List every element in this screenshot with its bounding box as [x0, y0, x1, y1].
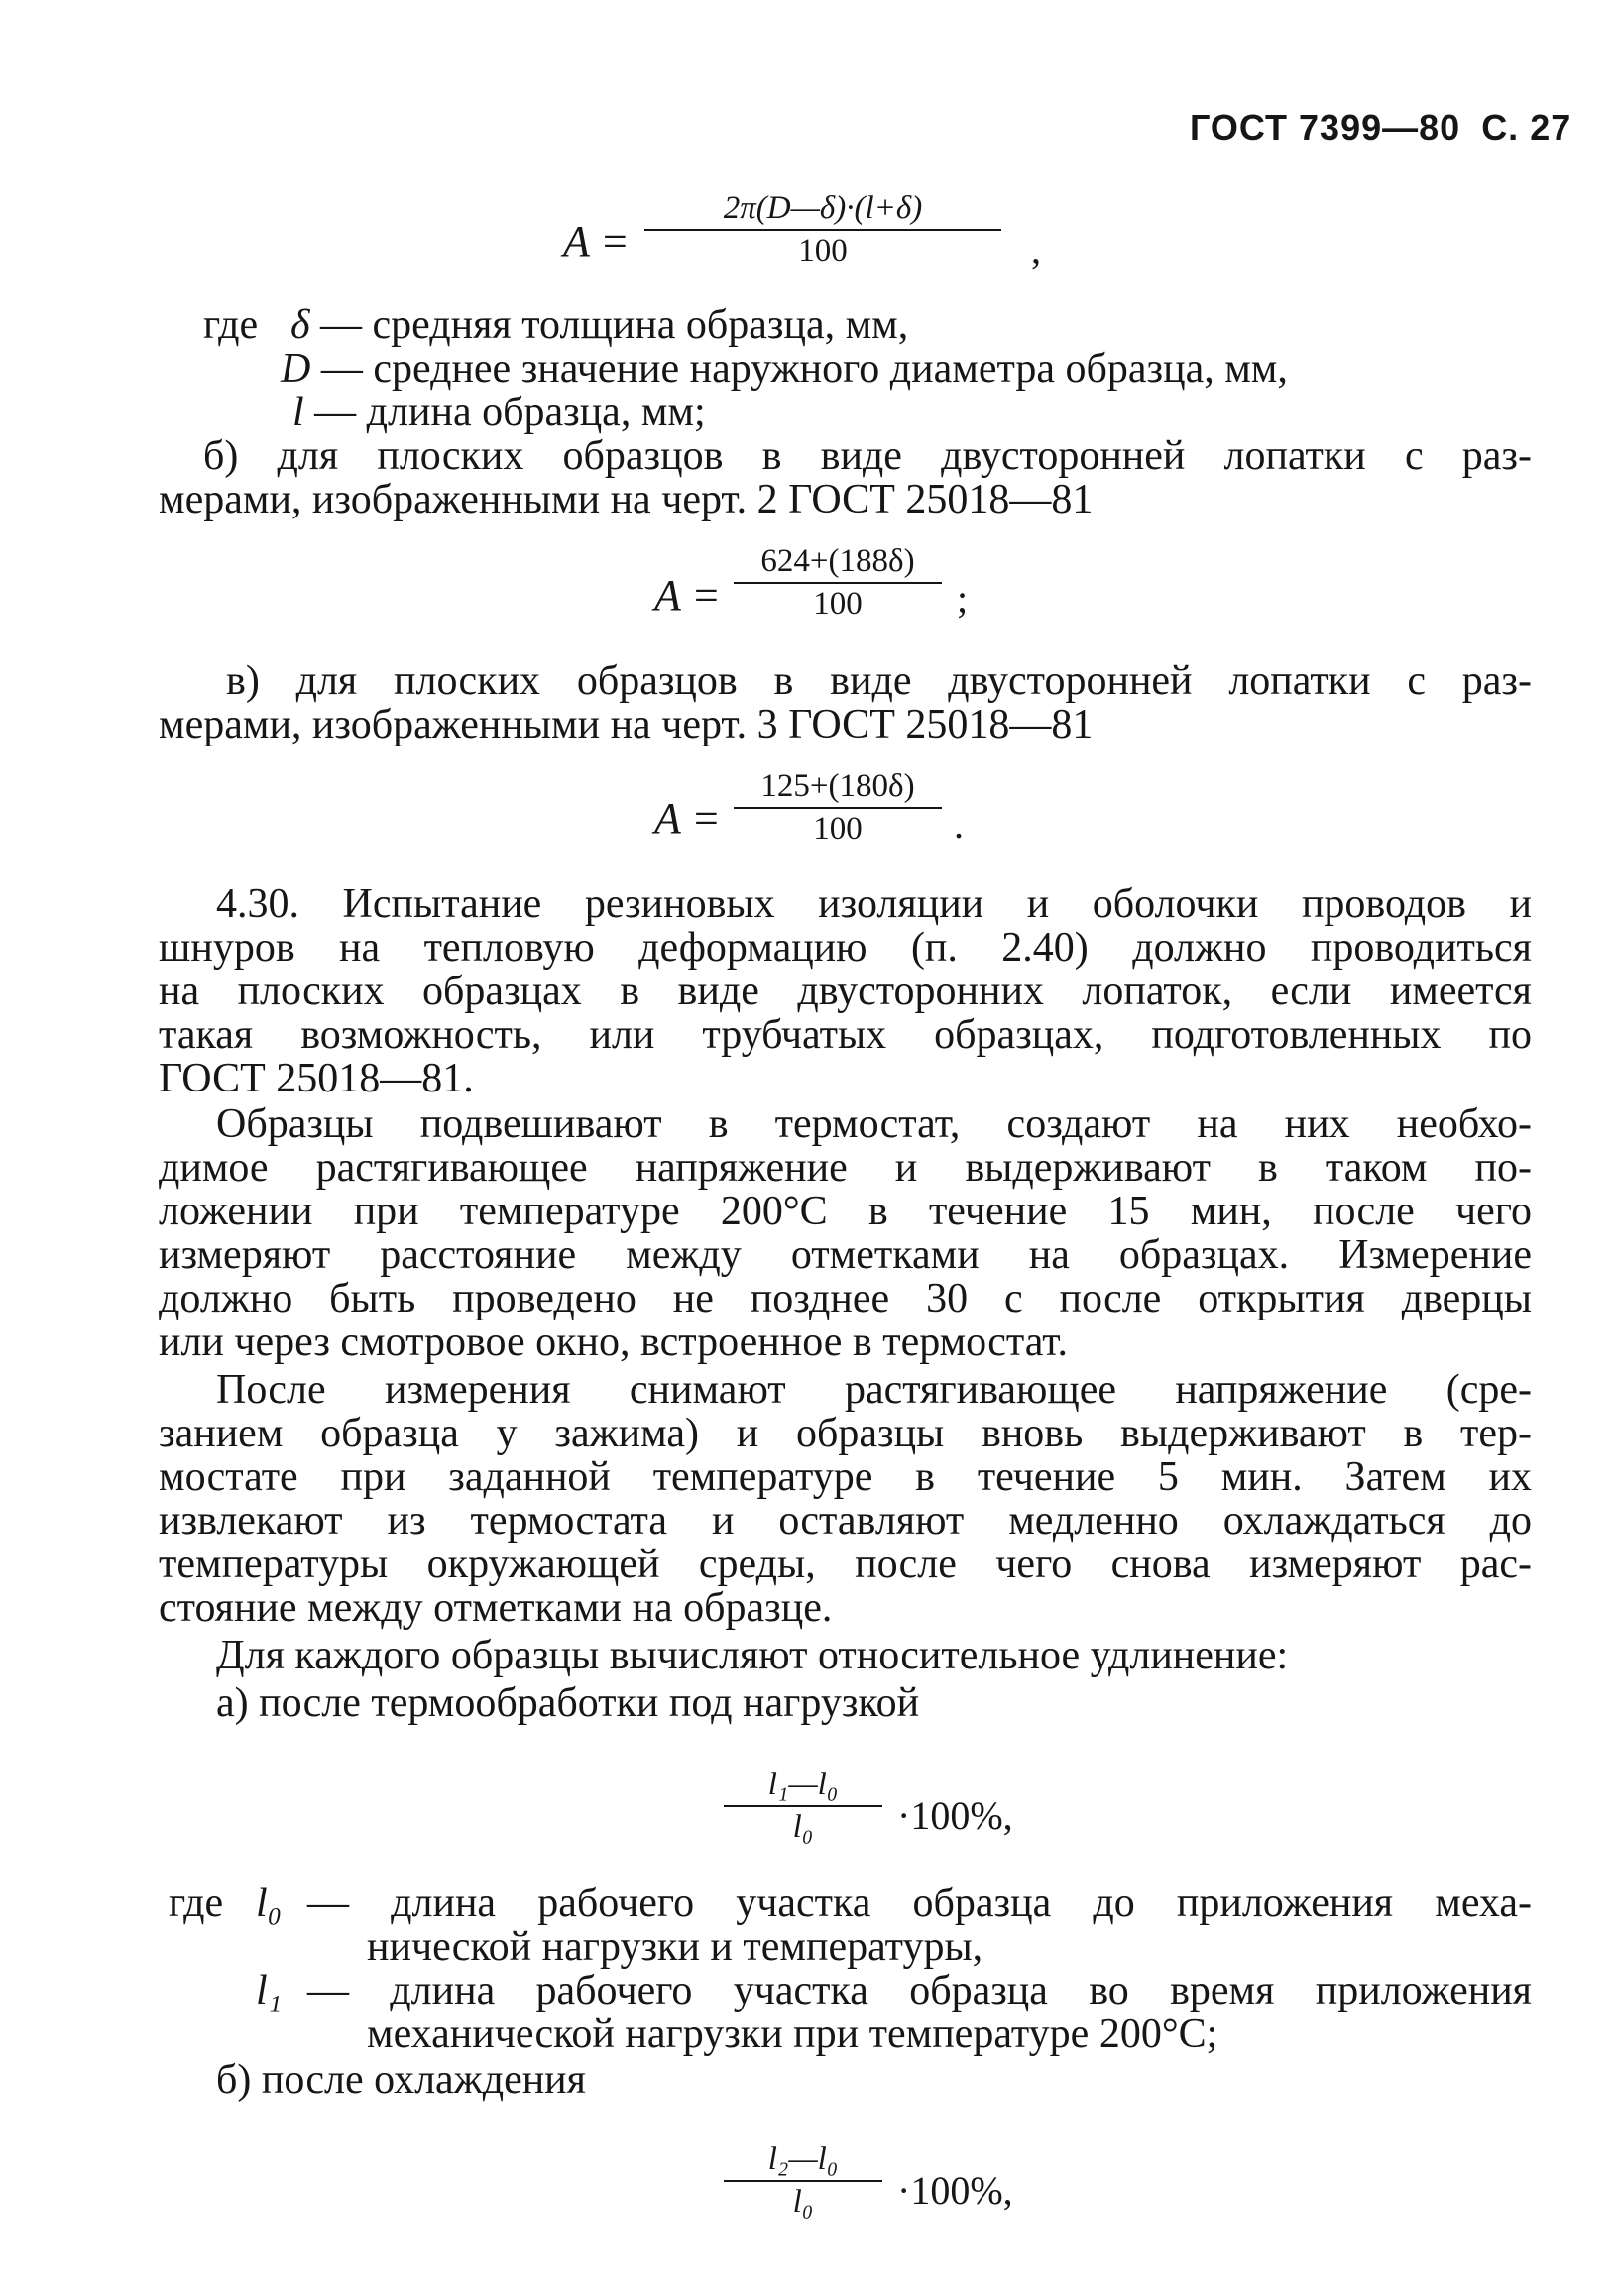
formula-1-lhs: A = [563, 217, 630, 266]
where-1-item-D [281, 347, 1288, 391]
para-430-line-4: такая возможность, или трубчатых образцах, подготовленных по [159, 1012, 1532, 1058]
where-2-item-1-line-2: нической нагрузки и температуры, [367, 1924, 983, 1970]
formula-2-lhs: A = [654, 571, 721, 620]
formula-1-tail: , [1031, 227, 1041, 272]
fraction-bar [724, 1805, 882, 1807]
formula-3-tail: . [954, 802, 964, 847]
formula-4-denominator: l₀ [792, 1809, 814, 1845]
page-number: С. 27 [1481, 107, 1572, 148]
para-samples-line-5: должно быть проведено не позднее 30 с после открытия дверцы [159, 1276, 1532, 1321]
formula-5-tail: ·100%, [897, 2168, 1013, 2213]
para-after-line-3: мостате при заданной температуре в течение 5 мин. Затем их [159, 1454, 1532, 1500]
item-c-line-1: в) для плоских образцов в виде двусторонней лопатки с раз- [226, 658, 1532, 704]
where-2-item-2-line-2: механической нагрузки при температуре 200°С; [367, 2011, 1218, 2057]
para-after-line-1: После измерения снимают растягивающее напряжение (сре- [216, 1367, 1532, 1413]
symbol-l: l [292, 390, 304, 435]
para-430-line-2: шнуров на тепловую деформацию (п. 2.40) должно проводиться [159, 925, 1532, 971]
fraction-bar [734, 582, 942, 584]
definition-text: — длина образца, мм; [314, 390, 706, 435]
symbol-D: D [281, 346, 311, 392]
item-b-line-1: б) для плоских образцов в виде двусторонней лопатки с раз- [203, 433, 1532, 479]
para-samples-line-3: ложении при температуре 200°С в течение 15 мин, после чего [159, 1189, 1532, 1234]
para-after-line-5: температуры окружающей среды, после чего снова измеряют рас- [159, 1542, 1532, 1587]
para-samples-line-6: или через смотровое окно, встроенное в термостат. [159, 1320, 1068, 1365]
formula-3-lhs: A = [654, 794, 721, 843]
formula-1-denominator: 100 [798, 233, 848, 269]
standard-code: ГОСТ 7399—80 [1190, 107, 1461, 148]
fraction-bar [734, 807, 942, 809]
formula-2-tail: ; [957, 576, 969, 621]
formula-5-fraction [724, 2141, 882, 2221]
where-2-item-2-line-1: — длина рабочего участка образца во время приложения [307, 1968, 1532, 2013]
formula-4-tail: ·100%, [897, 1793, 1013, 1838]
where-1-lead: где [203, 302, 259, 348]
formula-3-denominator: 100 [813, 811, 863, 847]
symbol-l1: l₁ [256, 1968, 283, 2013]
formula-3-fraction [734, 768, 942, 848]
para-430-line-3: на плоских образцах в виде двусторонних лопаток, если имеется [159, 969, 1532, 1014]
para-430-line-5: ГОСТ 25018—81. [159, 1056, 474, 1101]
sub-b-line: б) после охлаждения [216, 2057, 586, 2103]
para-samples-line-2: димое растягивающее напряжение и выдерживают в таком по- [159, 1145, 1532, 1191]
definition-text: — среднее значение наружного диаметра образца, мм, [320, 346, 1288, 392]
formula-2-numerator: 624+(188δ) [760, 543, 915, 579]
where-2-lead: где [169, 1881, 224, 1926]
para-430-line-1: 4.30. Испытание резиновых изоляции и оболочки проводов и [216, 881, 1532, 927]
para-samples-line-1: Образцы подвешивают в термостат, создают на них необхо- [216, 1101, 1532, 1147]
where-2-item-1-line-1: — длина рабочего участка образца до приложения меха- [307, 1881, 1532, 1926]
formula-1-fraction [644, 190, 1001, 270]
item-c-line-2: мерами, изображенными на черт. 3 ГОСТ 25018—81 [159, 702, 1094, 747]
formula-2-denominator: 100 [813, 586, 863, 622]
definition-text: — средняя толщина образца, мм, [320, 302, 909, 348]
formula-1-numerator: 2π(D—δ)·(l+δ) [723, 190, 923, 226]
formula-5-numerator: l₂—l₀ [767, 2141, 839, 2177]
where-1-item-l [292, 391, 706, 434]
where-1-item-delta [290, 303, 908, 347]
formula-4-numerator: l₁—l₀ [767, 1767, 839, 1802]
sub-a-line: а) после термообработки под нагрузкой [216, 1680, 920, 1726]
para-after-line-4: извлекают из термостата и оставляют медленно охлаждаться до [159, 1498, 1532, 1544]
page-header [1190, 107, 1571, 149]
para-samples-line-4: измеряют расстояние между отметками на образцах. Измерение [159, 1232, 1532, 1278]
formula-5-denominator: l₀ [792, 2184, 814, 2220]
fraction-bar [644, 229, 1001, 231]
formula-4-fraction [724, 1767, 882, 1846]
symbol-delta: δ [290, 302, 310, 348]
fraction-bar [724, 2180, 882, 2182]
symbol-l0: l₀ [256, 1881, 283, 1926]
para-after-line-2: занием образца у зажима) и образцы вновь выдерживают в тер- [159, 1411, 1532, 1456]
para-calc-line: Для каждого образцы вычисляют относительное удлинение: [216, 1633, 1289, 1678]
formula-2-fraction [734, 543, 942, 623]
para-after-line-6: стояние между отметками на образце. [159, 1585, 833, 1631]
formula-3-numerator: 125+(180δ) [760, 768, 915, 804]
item-b-line-2: мерами, изображенными на черт. 2 ГОСТ 25018—81 [159, 477, 1094, 522]
